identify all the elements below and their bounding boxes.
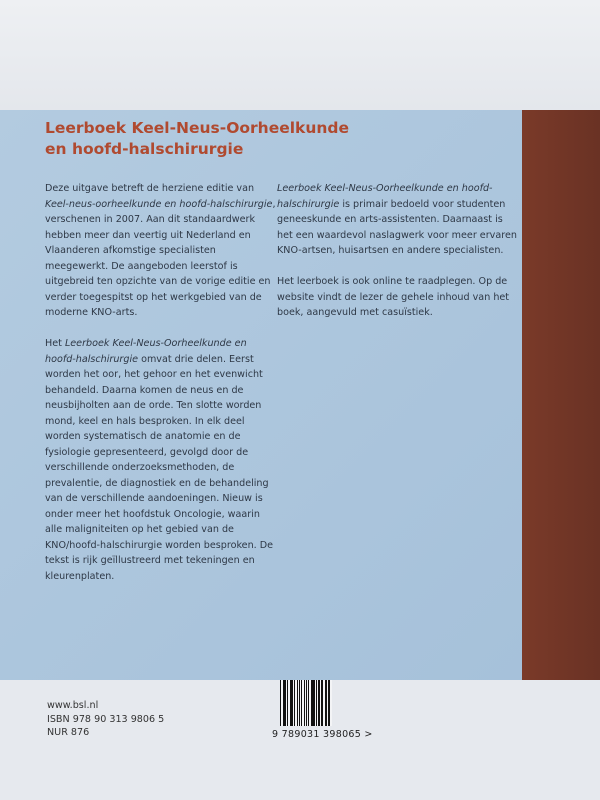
book-title [45, 118, 505, 160]
title-line-2: en hoofd-halschirurgie [45, 140, 244, 158]
nur-code: NUR 876 [47, 727, 90, 738]
paragraph: Deze uitgave betreft de herziene editie van Keel-neus-oorheelkunde en hoofd-halschirurgie, verschenen in 2007. Aan dit standaardwerk hebben meer dan veertig uit Nederland en Vlaanderen afkomstige specialisten meegewerkt. De aangeboden leerstof is uitgebreid ten opzichte van de vorige editie en verder toegespitst op het werkgebied van de moderne KNO-arts. [45, 183, 276, 318]
isbn: ISBN 978 90 313 9806 5 [47, 713, 165, 725]
barcode-bar [284, 680, 285, 726]
paragraph: Het leerboek is ook online te raadplegen. Op de website vindt de lezer de gehele inhoud van het boek, aangevuld met casuïstiek. [277, 276, 510, 318]
barcode-bar [297, 680, 298, 726]
left-column [45, 181, 277, 600]
publication-info [47, 699, 164, 740]
barcode-bar [280, 680, 281, 726]
barcode-bar [294, 680, 295, 726]
barcode-bar [325, 680, 326, 726]
barcode-bar [290, 680, 291, 726]
barcode-bar [301, 680, 302, 726]
barcode-bar [287, 680, 288, 726]
top-margin [0, 0, 600, 110]
barcode-bar [322, 680, 323, 726]
paragraph: Leerboek Keel-Neus-Oorheelkunde en hoofd-halschirurgie is primair bedoeld voor studenten geneeskunde en arts-assistenten. Daarnaast is het een waardevol naslagwerk voor meer ervaren KNO-artsen, huisartsen en andere specialisten. [277, 183, 517, 256]
barcode-bar [306, 680, 307, 726]
paragraph: Het Leerboek Keel-Neus-Oorheelkunde en hoofd-halschirurgie omvat drie delen. Eerst worden het oor, het gehoor en het evenwicht behandeld. Daarna komen de neus en de neusbijholten aan de orde. Ten slotte worden mond, keel en hals besproken. In elk deel worden systematisch de anatomie en de fysiologie gepresenteerd, gevolgd door de verschillende onderzoeksmethoden, de prevalentie, de diagnostiek en de behandeling van de verschillende aandoeningen. Nieuw is onder meer het hoofdstuk Oncologie, waarin alle maligniteiten op het gebied van de KNO/hoofd-halschirurgie worden besproken. De tekst is rijk geïllustreerd met tekeningen en kleurenplaten. [45, 338, 274, 582]
barcode-bar [304, 680, 305, 726]
barcode-bar [328, 680, 329, 726]
barcode-bar [318, 680, 319, 726]
barcode-bar [291, 680, 293, 726]
barcode-bar [321, 680, 322, 726]
barcode-bar [329, 680, 330, 726]
barcode-digits: 9 789031 398065 > [272, 729, 373, 740]
barcode-bar [312, 680, 314, 726]
brown-strip [522, 110, 600, 680]
barcode-bar [316, 680, 317, 726]
barcode-image [280, 680, 332, 726]
title-line-1: Leerboek Keel-Neus-Oorheelkunde [45, 119, 350, 137]
barcode-bar [311, 680, 312, 726]
barcode-bar [308, 680, 309, 726]
website: www.bsl.nl [47, 700, 99, 711]
right-column [277, 181, 517, 336]
barcode-bar [283, 680, 284, 726]
barcode-bar [299, 680, 300, 726]
